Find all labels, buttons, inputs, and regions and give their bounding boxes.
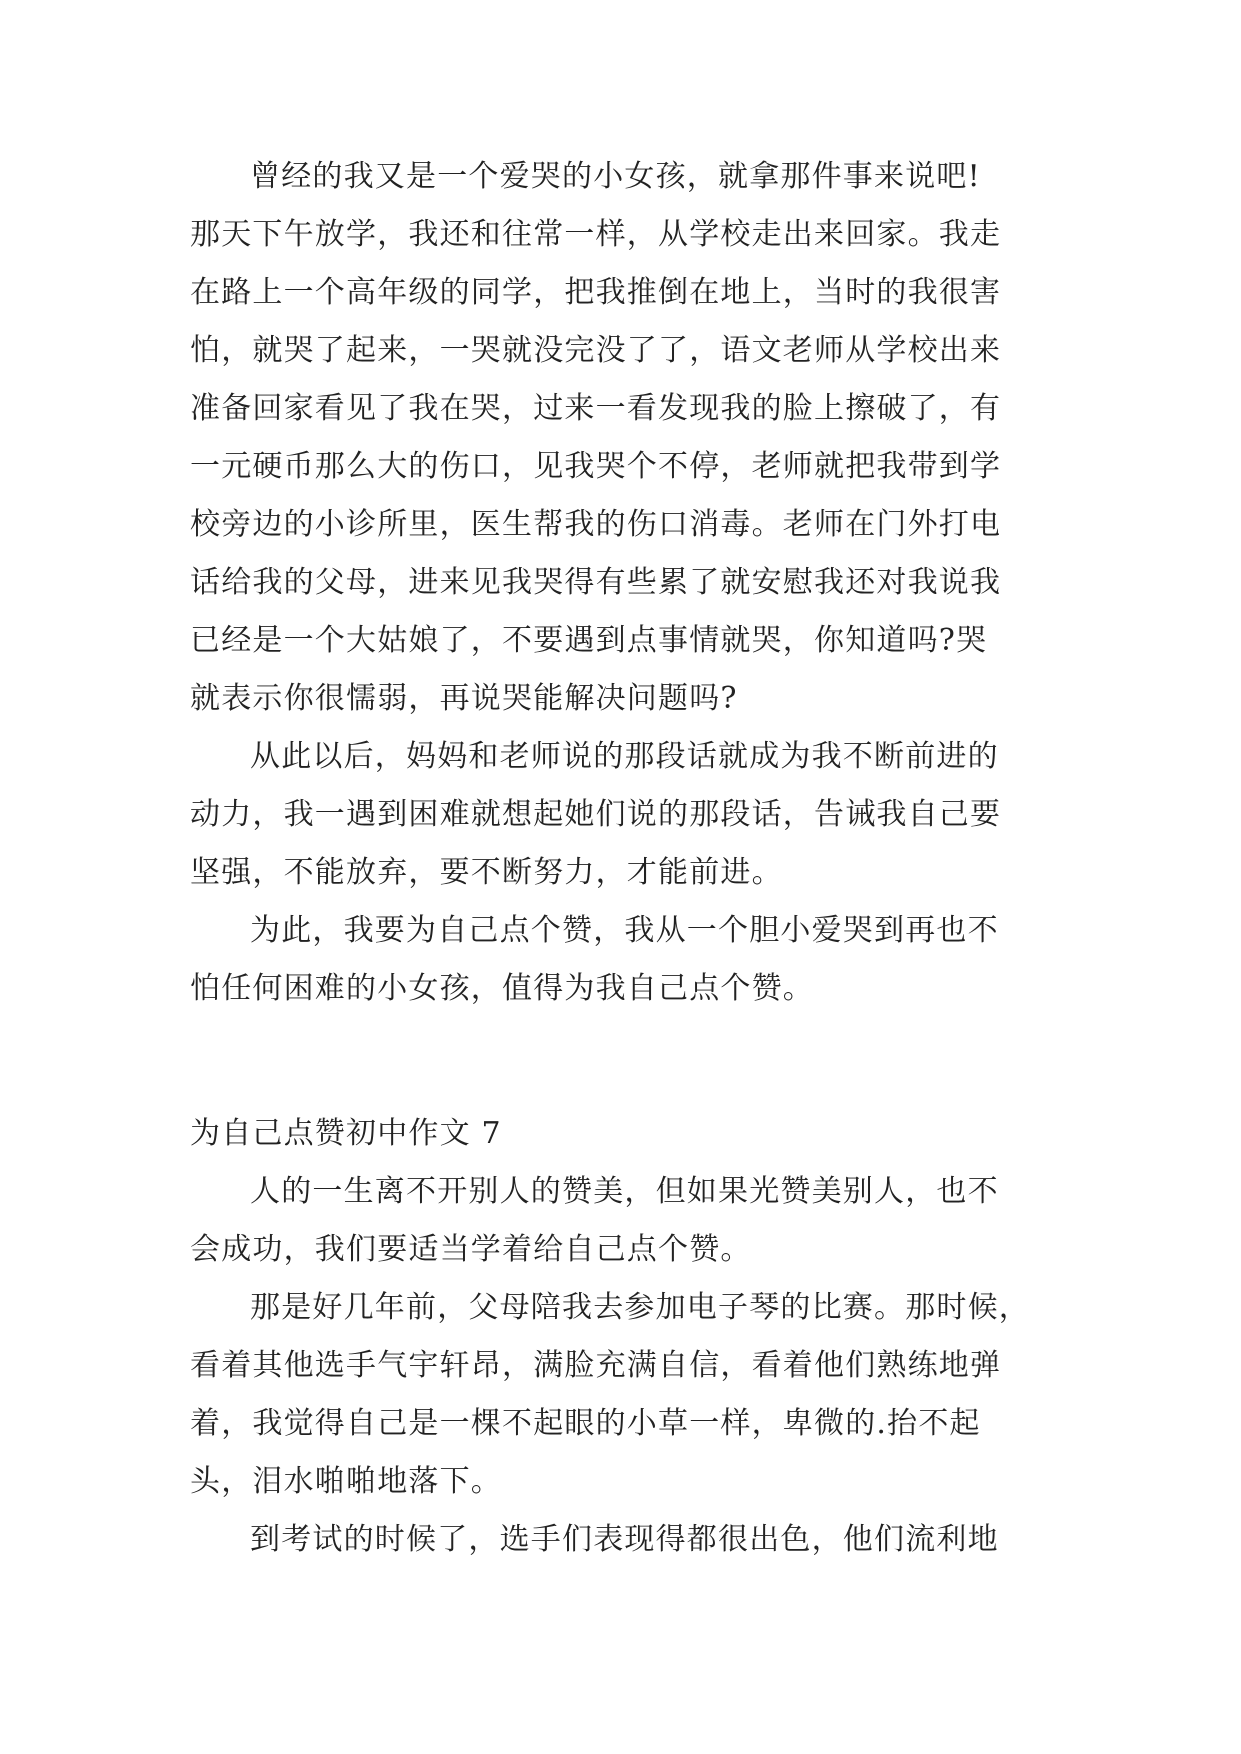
paragraph: 从此以后，妈妈和老师说的那段话就成为我不断前进的 动力，我一遇到困难就想起她们说的那段话，告诫我自己要 坚强，不能放弃，要不断努力，才能前进。	[190, 739, 1002, 890]
body-text-part1	[190, 148, 1052, 1018]
paragraph: 为此，我要为自己点个赞，我从一个胆小爱哭到再也不 怕任何困难的小女孩，值得为我自己点个赞。	[190, 913, 999, 1006]
paragraph: 到考试的时候了，选手们表现得都很出色，他们流利地	[250, 1522, 999, 1557]
body-text-part2	[190, 1163, 1052, 1569]
section-title: 为自己点赞初中作文 7	[190, 1116, 502, 1151]
paragraph: 人的一生离不开别人的赞美，但如果光赞美别人，也不 会成功，我们要适当学着给自己点个赞。	[190, 1174, 999, 1267]
paragraph: 曾经的我又是一个爱哭的小女孩，就拿那件事来说吧! 那天下午放学，我还和往常一样，从学校走出来回家。我走 在路上一个高年级的同学，把我推倒在地上，当时的我很害 怕，就哭了起来，一哭就没完没了了，语文老师从学校出来 准备回家看见了我在哭，过来一看发现我的脸上擦破了，有 一元硬币那么大的伤口，见我哭个不停，老师就把我带到学 校旁边的小诊所里，医生帮我的伤口消毒。老师在门外打电 话给我的父母，进来见我哭得有些累了就安慰我还对我说我 已经是一个大姑娘了，不要遇到点事情就哭，你知道吗?哭 就表示你很懦弱，再说哭能解决问题吗?	[190, 159, 1002, 716]
paragraph: 那是好几年前，父母陪我去参加电子琴的比赛。那时候， 看着其他选手气宇轩昂，满脸充满自信，看着他们熟练地弹 着，我觉得自己是一棵不起眼的小草一样，卑微的.抬不起 头，泪水啪啪地落下。	[190, 1290, 1030, 1499]
